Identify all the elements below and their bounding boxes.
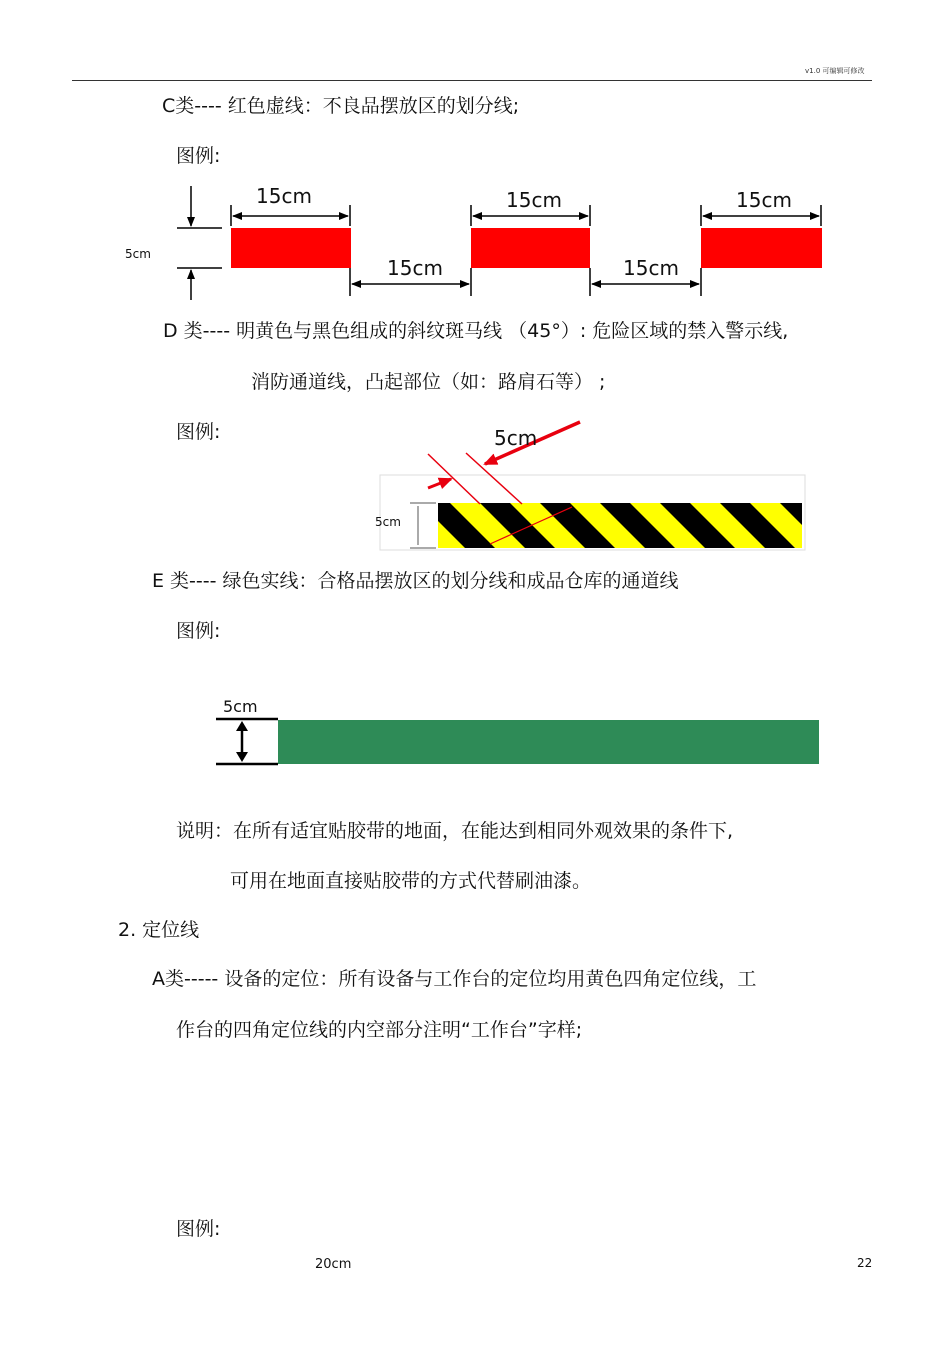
section-e-legend-label: 图例:	[176, 620, 221, 642]
section-d-line-1: D 类---- 明黄色与黑色组成的斜纹斑马线 （45°）: 危险区域的禁入警示线,	[163, 320, 789, 342]
section-c-legend-label: 图例:	[176, 145, 221, 167]
positioning-legend-label: 图例:	[176, 1218, 221, 1240]
dim-positioning-width: 20cm	[315, 1257, 352, 1272]
dim-zebra-height: 5cm	[375, 515, 401, 529]
note-line-2: 可用在地面直接贴胶带的方式代替刷油漆。	[230, 870, 592, 892]
section-c-line: C类---- 红色虚线：不良品摆放区的划分线;	[162, 95, 520, 117]
note-line-1: 说明：在所有适宜贴胶带的地面，在能达到相同外观效果的条件下,	[176, 820, 734, 842]
section-d-legend-label: 图例:	[176, 421, 221, 443]
dim-segment-3: 15cm	[736, 188, 792, 212]
dim-segment-1: 15cm	[256, 184, 312, 208]
positioning-a-line-1: A类----- 设备的定位：所有设备与工作台的定位均用黄色四角定位线，工	[152, 968, 757, 990]
page-number: 22	[857, 1256, 873, 1270]
dim-height: 5cm	[125, 247, 151, 261]
dim-green-height: 5cm	[223, 697, 258, 716]
section-d-line-2: 消防通道线，凸起部位（如：路肩石等） ;	[251, 371, 606, 393]
dim-segment-2: 15cm	[506, 188, 562, 212]
dim-gap-1: 15cm	[387, 256, 443, 280]
dim-gap-2: 15cm	[623, 256, 679, 280]
header-version-note: v1.0 可编辑可修改	[805, 67, 865, 75]
dim-zebra-width: 5cm	[494, 426, 538, 450]
green-solid-line	[278, 720, 819, 764]
section-heading-positioning: 2. 定位线	[118, 919, 200, 941]
positioning-a-line-2: 作台的四角定位线的内空部分注明“工作台”字样;	[176, 1019, 583, 1041]
section-e-line: E 类---- 绿色实线：合格品摆放区的划分线和成品仓库的通道线	[152, 570, 679, 592]
